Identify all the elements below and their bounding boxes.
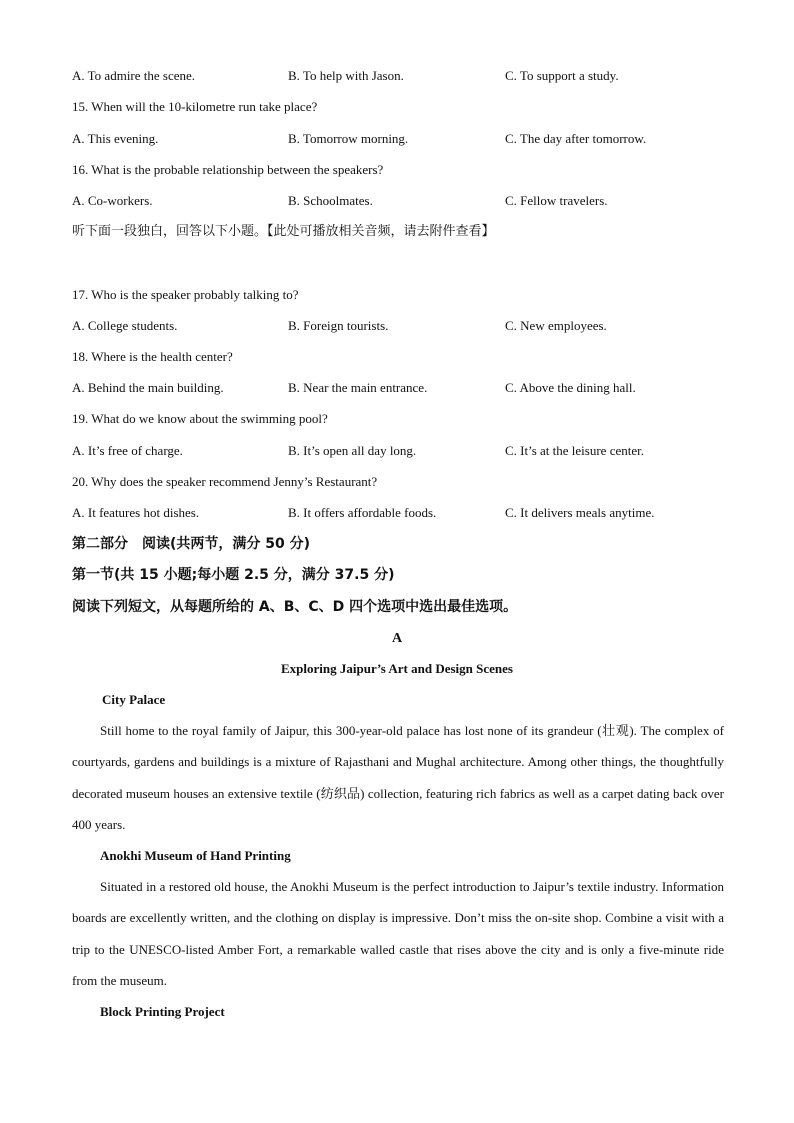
q18-question: 18. Where is the health center? xyxy=(72,349,233,364)
q15-question: 15. When will the 10-kilometre run take place? xyxy=(72,99,318,114)
q18-option-c: C. Above the dining hall. xyxy=(505,380,636,395)
part2-title: 第二部分 阅读(共两节，满分 50 分) xyxy=(72,536,311,552)
q14-option-a: A. To admire the scene. xyxy=(72,68,196,83)
q20-question: 20. Why does the speaker recommend Jenny’s Restaurant? xyxy=(72,474,378,489)
q19-option-b: B. It’s open all day long. xyxy=(288,443,417,458)
q18-option-a: A. Behind the main building. xyxy=(72,380,224,395)
q17-option-b: B. Foreign tourists. xyxy=(288,318,389,333)
q19-option-c: C. It’s at the leisure center. xyxy=(505,443,644,458)
section-heading-block-printing: Block Printing Project xyxy=(100,1004,225,1019)
q14-option-c: C. To support a study. xyxy=(505,68,619,83)
q20-option-a: A. It features hot dishes. xyxy=(72,505,200,520)
section-heading-anokhi-museum: Anokhi Museum of Hand Printing xyxy=(100,848,291,863)
q19-question: 19. What do we know about the swimming pool? xyxy=(72,411,328,426)
q17-option-a: A. College students. xyxy=(72,318,178,333)
q20-option-b: B. It offers affordable foods. xyxy=(288,505,437,520)
q14-option-b: B. To help with Jason. xyxy=(288,68,404,83)
q17-option-c: C. New employees. xyxy=(505,318,607,333)
q15-option-b: B. Tomorrow morning. xyxy=(288,131,409,146)
reading-instruction: 阅读下列短文，从每题所给的 A、B、C、D 四个选项中选出最佳选项。 xyxy=(72,599,518,615)
q16-option-a: A. Co-workers. xyxy=(72,193,153,208)
passage-letter: A xyxy=(391,631,403,646)
section-text-anokhi-museum xyxy=(72,871,724,996)
q19-option-a: A. It’s free of charge. xyxy=(72,443,183,458)
q17-question: 17. Who is the speaker probably talking to? xyxy=(72,287,299,302)
passage-title: Exploring Jaipur’s Art and Design Scenes xyxy=(281,661,513,676)
q15-option-c: C. The day after tomorrow. xyxy=(505,131,647,146)
section-text-city-palace xyxy=(72,715,724,840)
section1-title: 第一节(共 15 小题;每小题 2.5 分，满分 37.5 分) xyxy=(72,567,395,583)
q15-option-a: A. This evening. xyxy=(72,131,159,146)
q16-question: 16. What is the probable relationship between the speakers? xyxy=(72,162,384,177)
monologue-instruction: 听下面一段独白，回答以下小题。【此处可播放相关音频，请去附件查看】 xyxy=(72,224,495,239)
q16-option-b: B. Schoolmates. xyxy=(288,193,373,208)
section-heading-city-palace: City Palace xyxy=(102,692,166,707)
q16-option-c: C. Fellow travelers. xyxy=(505,193,608,208)
city-palace-paragraph: Still home to the royal family of Jaipur, this 300-year-old palace has lost none of its grandeur (壮观). The complex of courtyards, gardens and buildings is a mixture of Rajasthani and Mughal architecture. Among other things, the thoughtfully decorated museum houses an extensive textile (纺织品) collection, featuring rich fabrics as well as a carpet dating back over 400 years. xyxy=(72,723,724,832)
q18-option-b: B. Near the main entrance. xyxy=(288,380,428,395)
q20-option-c: C. It delivers meals anytime. xyxy=(505,505,655,520)
anokhi-museum-paragraph: Situated in a restored old house, the Anokhi Museum is the perfect introduction to Jaipur’s textile industry. Information boards are excellently written, and the clothing on display is impressive. Don’t miss the on-site shop. Combine a visit with a trip to the UNESCO-listed Amber Fort, a remarkable walled castle that rises above the city and is only a five-minute ride from the museum. xyxy=(72,879,724,988)
